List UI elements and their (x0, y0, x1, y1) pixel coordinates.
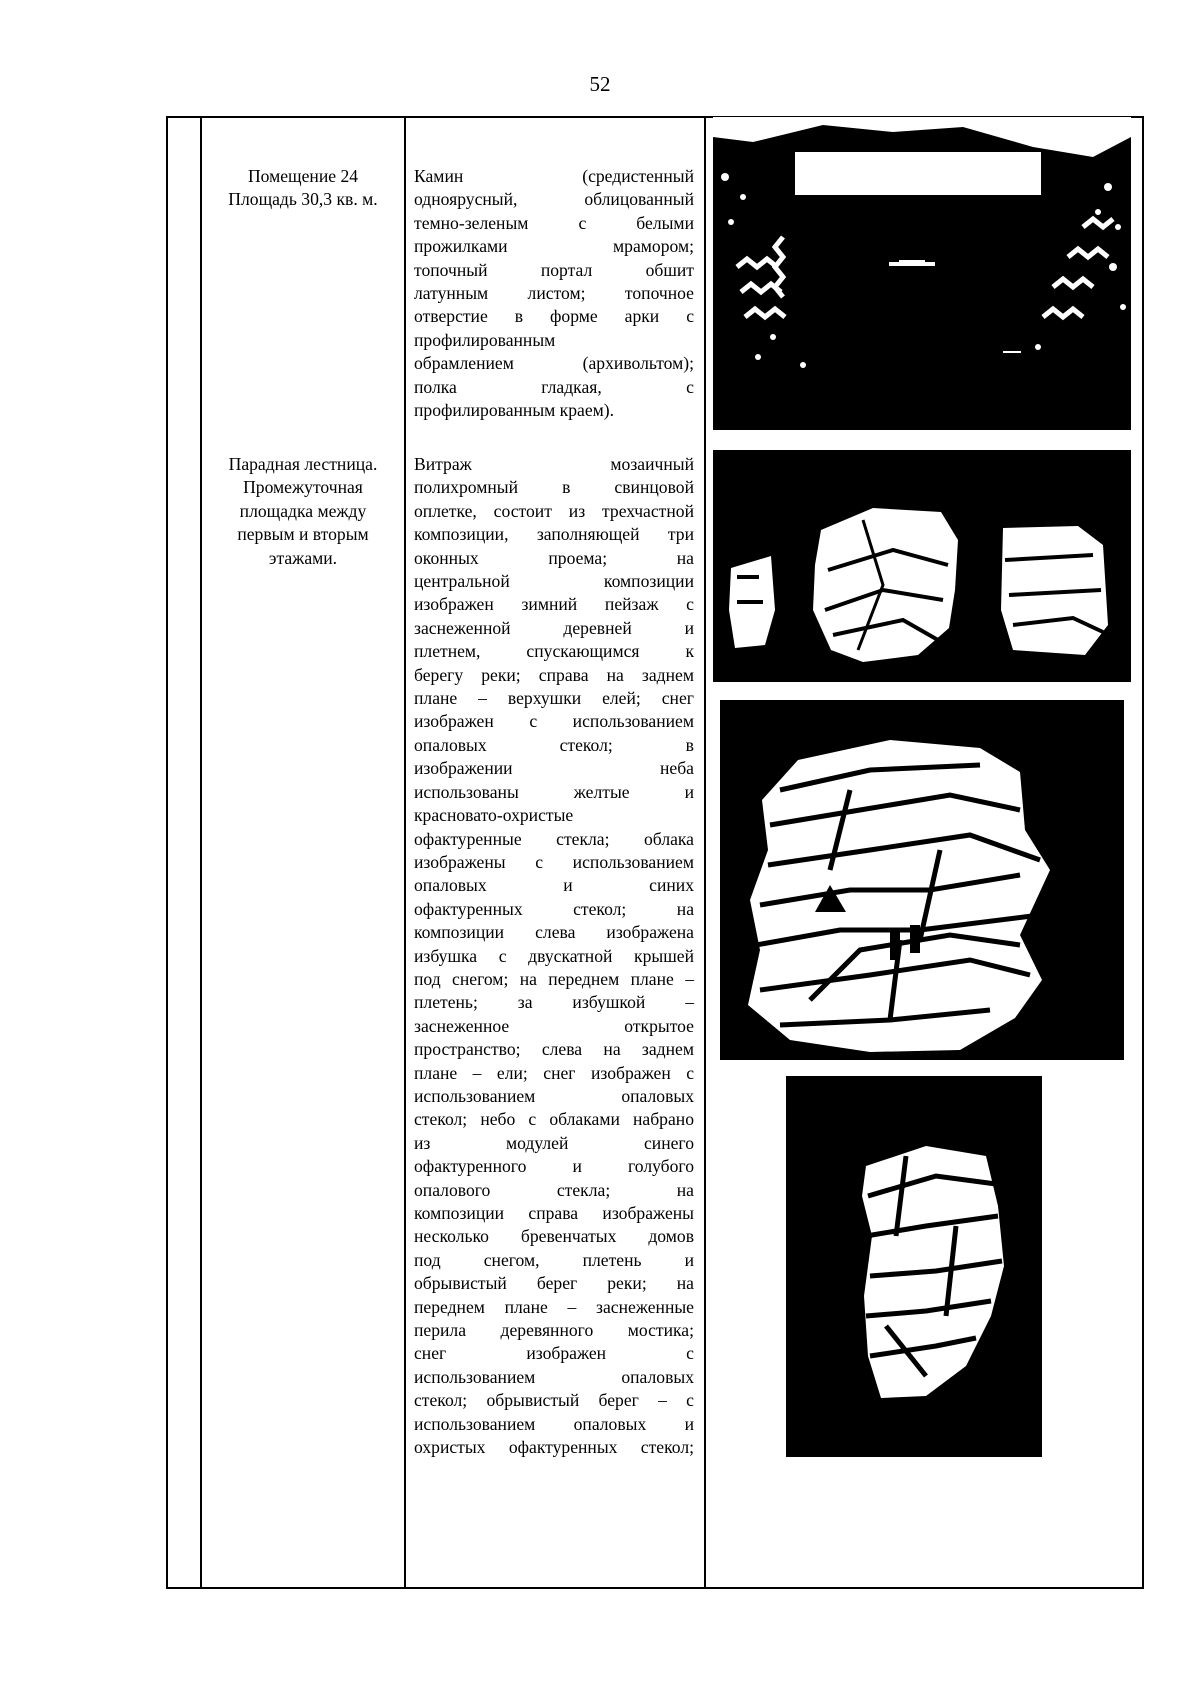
description-line: плетнем, спускающимся к (414, 641, 694, 662)
description-line: стекол; обрывистый берег – с (414, 1390, 694, 1411)
description-line: профилированным краем). (414, 400, 615, 421)
description-line: заснеженное открытое (414, 1015, 694, 1036)
column-divider (200, 118, 202, 1587)
description-line: темно-зеленым с белыми (414, 212, 694, 233)
description-line: композиции справа изображены (414, 1203, 694, 1223)
description-line: полихромный в свинцовой (414, 477, 694, 498)
description-line: обрывистый берег реки; на (414, 1273, 694, 1294)
description-line: из модулей синего (414, 1132, 694, 1153)
description-line: изображен зимний пейзаж с (414, 594, 694, 615)
description-line: перила деревянного мостика; (414, 1320, 694, 1341)
page-number: 52 (589, 72, 611, 96)
description-line: красновато-охристые (414, 805, 574, 826)
monument-table (166, 116, 1144, 1589)
description-line: плетень; за избушкой – (414, 992, 694, 1013)
description-line: опаловых стекол; в (414, 734, 694, 755)
description-line: прожилками мрамором; (414, 236, 694, 257)
description-line: Камин (средистенный (414, 166, 694, 186)
description-line: стекол; небо с облаками набрано (414, 1109, 694, 1130)
location-line: Промежуточная (243, 477, 363, 498)
description-line: плане – ели; снег изображен с (414, 1062, 694, 1083)
description-line: композиции слева изображена (414, 922, 694, 943)
description-line: изображены с использованием (414, 851, 694, 872)
description-line: несколько бревенчатых домов (414, 1226, 694, 1247)
description-line: полка гладкая, с (414, 376, 694, 397)
description-line: композиции, заполняющей три (414, 524, 694, 545)
location-line: Площадь 30,3 кв. м. (228, 189, 378, 210)
description-line: опаловых и синих (414, 875, 694, 896)
row-1-description (414, 165, 694, 422)
row-divider (168, 1587, 1142, 1589)
description-line: одноярусный, облицованный (414, 189, 694, 210)
row-2-description (414, 453, 694, 1459)
location-line: первым и вторым (237, 524, 369, 545)
description-line: оконных проема; на (414, 547, 694, 568)
column-divider (404, 118, 406, 1587)
description-line: офактуренные стекла; облака (414, 828, 694, 849)
description-line: латунным листом; топочное (414, 283, 694, 304)
fireplace-photo (713, 117, 1131, 430)
description-line: охристых офактуренных стекол; (414, 1437, 694, 1458)
description-line: использованы желтые и (414, 781, 694, 802)
description-line: отверстие в форме арки с (414, 306, 694, 327)
description-line: топочный портал обшит (414, 259, 694, 280)
description-line: под снегом; на переднем плане – (414, 968, 694, 989)
description-line: обрамлением (архивольтом); (414, 353, 694, 374)
location-line: Парадная лестница. (228, 454, 378, 474)
location-line: площадка между (239, 500, 367, 521)
stained-glass-left-panel-photo (720, 700, 1124, 1060)
stained-glass-overview-photo (713, 450, 1131, 682)
description-line: профилированным (414, 329, 556, 350)
description-line: заснеженной деревней и (414, 617, 694, 638)
stained-glass-right-panel-photo (786, 1076, 1042, 1457)
description-line: использованием опаловых и (414, 1413, 694, 1434)
row-2-location (202, 453, 404, 570)
location-line: Помещение 24 (247, 166, 359, 186)
description-line: плане – верхушки елей; снег (414, 688, 694, 709)
description-line: использованием опаловых (414, 1366, 694, 1387)
location-line: этажами. (268, 547, 338, 568)
description-line: снег изображен с (414, 1343, 694, 1364)
description-line: офактуренных стекол; на (414, 898, 694, 919)
description-line: избушка с двускатной крышей (414, 945, 694, 966)
description-line: Витраж мозаичный (414, 454, 694, 474)
description-line: под снегом, плетень и (414, 1249, 694, 1270)
description-line: изображен с использованием (414, 711, 694, 732)
description-line: использованием опаловых (414, 1085, 694, 1106)
description-line: берегу реки; справа на заднем (414, 664, 694, 685)
description-line: изображении неба (414, 758, 694, 779)
description-line: опалового стекла; на (414, 1179, 694, 1200)
description-line: пространство; слева на заднем (414, 1039, 694, 1060)
description-line: оплетке, состоит из трехчастной (414, 500, 694, 521)
row-1-location (202, 165, 404, 212)
description-line: центральной композиции (414, 571, 694, 592)
description-line: переднем плане – заснеженные (414, 1296, 694, 1317)
column-divider (704, 118, 706, 1587)
description-line: офактуренного и голубого (414, 1156, 694, 1177)
